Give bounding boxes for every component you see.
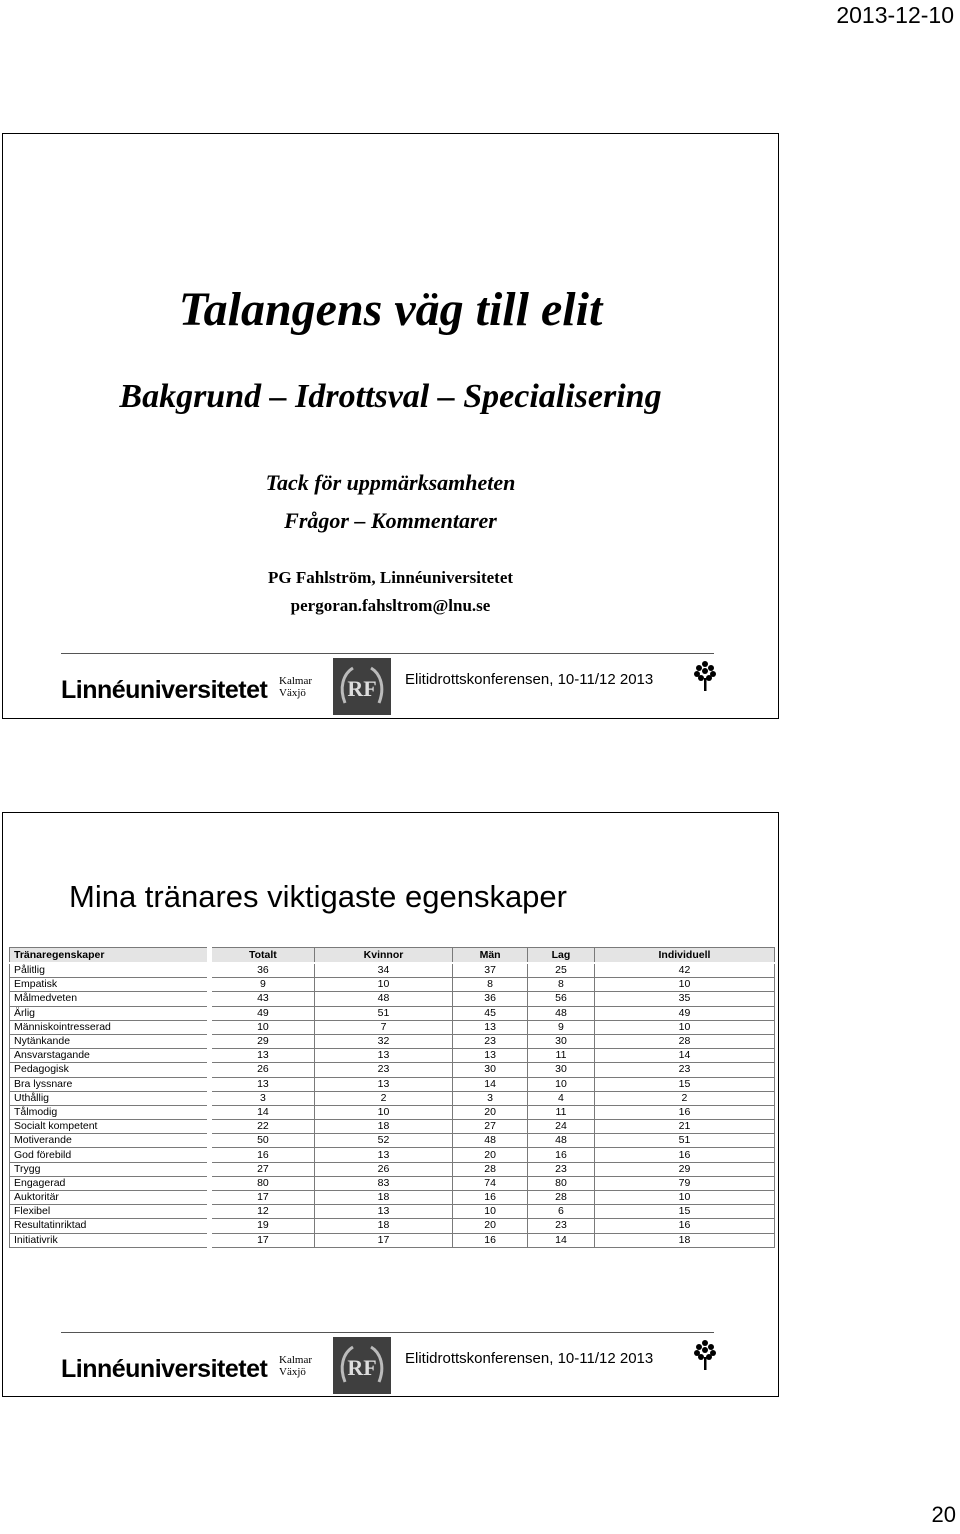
footer-divider — [61, 1332, 714, 1333]
table-row — [10, 1105, 775, 1119]
value-cell: 23 — [314, 1063, 452, 1077]
value-cell: 9 — [528, 1020, 595, 1034]
quality-name-cell: God förebild — [10, 1148, 210, 1162]
table-row — [10, 1063, 775, 1077]
page-number: 20 — [931, 1502, 956, 1527]
value-cell: 20 — [453, 1219, 528, 1233]
quality-name-cell: Trygg — [10, 1162, 210, 1176]
table-header-row — [10, 948, 775, 964]
table-row — [10, 963, 775, 978]
table-row — [10, 1148, 775, 1162]
slide-title — [2, 133, 779, 719]
author-email: pergoran.fahsltrom@lnu.se — [290, 596, 491, 615]
value-cell: 16 — [594, 1105, 774, 1119]
value-cell: 14 — [528, 1233, 595, 1247]
col-header: Lag — [528, 948, 595, 964]
svg-text:RF: RF — [347, 1355, 377, 1380]
value-cell: 11 — [528, 1105, 595, 1119]
value-cell: 50 — [210, 1134, 315, 1148]
value-cell: 17 — [210, 1191, 315, 1205]
quality-name-cell: Auktoritär — [10, 1191, 210, 1205]
value-cell: 45 — [453, 1006, 528, 1020]
value-cell: 43 — [210, 992, 315, 1006]
value-cell: 42 — [594, 963, 774, 978]
value-cell: 52 — [314, 1134, 452, 1148]
quality-name-cell: Människointresserad — [10, 1020, 210, 1034]
value-cell: 3 — [453, 1091, 528, 1105]
rf-logo-icon — [333, 658, 391, 715]
value-cell: 26 — [314, 1162, 452, 1176]
questions-line: Frågor – Kommentarer — [284, 508, 497, 533]
value-cell: 22 — [210, 1120, 315, 1134]
value-cell: 10 — [594, 1020, 774, 1034]
slide1-thanks-block — [3, 464, 778, 540]
table-row — [10, 1120, 775, 1134]
value-cell: 2 — [314, 1091, 452, 1105]
value-cell: 48 — [528, 1006, 595, 1020]
value-cell: 8 — [528, 978, 595, 992]
quality-name-cell: Ärlig — [10, 1006, 210, 1020]
value-cell: 13 — [210, 1077, 315, 1091]
table-row — [10, 1176, 775, 1190]
value-cell: 23 — [453, 1034, 528, 1048]
value-cell: 18 — [594, 1233, 774, 1247]
page-date: 2013-12-10 — [836, 2, 954, 28]
quality-name-cell: Flexibel — [10, 1205, 210, 1219]
tree-icon — [693, 660, 717, 692]
table-row — [10, 978, 775, 992]
value-cell: 18 — [314, 1219, 452, 1233]
rf-logo-icon — [333, 1337, 391, 1394]
value-cell: 18 — [314, 1120, 452, 1134]
value-cell: 20 — [453, 1148, 528, 1162]
value-cell: 28 — [453, 1162, 528, 1176]
value-cell: 10 — [453, 1205, 528, 1219]
value-cell: 49 — [210, 1006, 315, 1020]
value-cell: 2 — [594, 1091, 774, 1105]
author-name: PG Fahlström, Linnéuniversitetet — [267, 568, 514, 587]
quality-name-cell: Uthållig — [10, 1091, 210, 1105]
quality-name-cell: Motiverande — [10, 1134, 210, 1148]
value-cell: 28 — [528, 1191, 595, 1205]
value-cell: 10 — [594, 978, 774, 992]
lnu-logo-cities: Kalmar Växjö — [279, 1354, 312, 1378]
col-header: Individuell — [594, 948, 774, 964]
quality-name-cell: Engagerad — [10, 1176, 210, 1190]
value-cell: 21 — [594, 1120, 774, 1134]
col-header: Män — [453, 948, 528, 964]
value-cell: 13 — [314, 1049, 452, 1063]
value-cell: 15 — [594, 1205, 774, 1219]
value-cell: 25 — [528, 963, 595, 978]
value-cell: 27 — [453, 1120, 528, 1134]
value-cell: 26 — [210, 1063, 315, 1077]
table-row — [10, 1205, 775, 1219]
value-cell: 20 — [453, 1105, 528, 1119]
svg-text:RF: RF — [347, 676, 377, 701]
quality-name-cell: Initiativrik — [10, 1233, 210, 1247]
value-cell: 23 — [528, 1219, 595, 1233]
quality-name-cell: Bra lyssnare — [10, 1077, 210, 1091]
value-cell: 17 — [210, 1233, 315, 1247]
table-row — [10, 992, 775, 1006]
table-row — [10, 1091, 775, 1105]
table-row — [10, 1006, 775, 1020]
quality-name-cell: Tålmodig — [10, 1105, 210, 1119]
value-cell: 30 — [528, 1063, 595, 1077]
value-cell: 48 — [453, 1134, 528, 1148]
value-cell: 30 — [453, 1063, 528, 1077]
value-cell: 7 — [314, 1020, 452, 1034]
slide-footer — [3, 646, 778, 716]
value-cell: 11 — [528, 1049, 595, 1063]
table-row — [10, 1049, 775, 1063]
quality-name-cell: Nytänkande — [10, 1034, 210, 1048]
tree-icon — [693, 1339, 717, 1371]
value-cell: 13 — [314, 1205, 452, 1219]
table-row — [10, 1219, 775, 1233]
value-cell: 79 — [594, 1176, 774, 1190]
conference-label: Elitidrottskonferensen, 10-11/12 2013 — [405, 1350, 654, 1367]
value-cell: 28 — [594, 1034, 774, 1048]
col-header: Tränaregenskaper — [10, 948, 210, 964]
value-cell: 10 — [314, 1105, 452, 1119]
slide1-subtitle: Bakgrund – Idrottsval – Specialisering — [119, 378, 662, 415]
conference-label: Elitidrottskonferensen, 10-11/12 2013 — [405, 671, 654, 688]
value-cell: 37 — [453, 963, 528, 978]
value-cell: 9 — [210, 978, 315, 992]
value-cell: 56 — [528, 992, 595, 1006]
col-header: Kvinnor — [314, 948, 452, 964]
value-cell: 36 — [453, 992, 528, 1006]
value-cell: 83 — [314, 1176, 452, 1190]
value-cell: 14 — [453, 1077, 528, 1091]
value-cell: 19 — [210, 1219, 315, 1233]
value-cell: 80 — [528, 1176, 595, 1190]
value-cell: 16 — [453, 1191, 528, 1205]
value-cell: 13 — [314, 1077, 452, 1091]
value-cell: 30 — [528, 1034, 595, 1048]
value-cell: 4 — [528, 1091, 595, 1105]
slide-footer — [3, 1325, 778, 1395]
value-cell: 48 — [314, 992, 452, 1006]
value-cell: 48 — [528, 1134, 595, 1148]
value-cell: 16 — [210, 1148, 315, 1162]
quality-name-cell: Resultatinriktad — [10, 1219, 210, 1233]
value-cell: 35 — [594, 992, 774, 1006]
slide1-title: Talangens väg till elit — [178, 283, 603, 336]
value-cell: 16 — [528, 1148, 595, 1162]
value-cell: 74 — [453, 1176, 528, 1190]
value-cell: 8 — [453, 978, 528, 992]
value-cell: 14 — [210, 1105, 315, 1119]
slide2-title: Mina tränares viktigaste egenskaper — [69, 879, 567, 914]
quality-name-cell: Socialt kompetent — [10, 1120, 210, 1134]
value-cell: 36 — [210, 963, 315, 978]
value-cell: 10 — [594, 1191, 774, 1205]
value-cell: 51 — [594, 1134, 774, 1148]
table-row — [10, 1162, 775, 1176]
value-cell: 13 — [210, 1049, 315, 1063]
table-row — [10, 1191, 775, 1205]
col-header: Totalt — [210, 948, 315, 964]
lnu-logo-name: Linnéuniversitetet — [61, 1355, 268, 1383]
value-cell: 24 — [528, 1120, 595, 1134]
value-cell: 32 — [314, 1034, 452, 1048]
value-cell: 12 — [210, 1205, 315, 1219]
value-cell: 23 — [594, 1063, 774, 1077]
value-cell: 10 — [314, 978, 452, 992]
value-cell: 6 — [528, 1205, 595, 1219]
value-cell: 10 — [528, 1077, 595, 1091]
value-cell: 3 — [210, 1091, 315, 1105]
quality-name-cell: Målmedveten — [10, 992, 210, 1006]
thanks-line: Tack för uppmärksamheten — [265, 470, 516, 495]
value-cell: 15 — [594, 1077, 774, 1091]
value-cell: 18 — [314, 1191, 452, 1205]
table-row — [10, 1034, 775, 1048]
value-cell: 16 — [594, 1148, 774, 1162]
value-cell: 13 — [453, 1020, 528, 1034]
value-cell: 13 — [314, 1148, 452, 1162]
value-cell: 27 — [210, 1162, 315, 1176]
lnu-logo-name: Linnéuniversitetet — [61, 676, 268, 704]
lnu-logo-cities: Kalmar Växjö — [279, 675, 312, 699]
quality-name-cell: Pedagogisk — [10, 1063, 210, 1077]
author-block — [3, 564, 778, 620]
quality-name-cell: Ansvarstagande — [10, 1049, 210, 1063]
value-cell: 23 — [528, 1162, 595, 1176]
value-cell: 14 — [594, 1049, 774, 1063]
quality-name-cell: Empatisk — [10, 978, 210, 992]
value-cell: 49 — [594, 1006, 774, 1020]
value-cell: 17 — [314, 1233, 452, 1247]
value-cell: 34 — [314, 963, 452, 978]
value-cell: 80 — [210, 1176, 315, 1190]
table-row — [10, 1233, 775, 1247]
slide-coach-qualities — [2, 812, 779, 1397]
value-cell: 29 — [594, 1162, 774, 1176]
value-cell: 29 — [210, 1034, 315, 1048]
quality-name-cell: Pålitlig — [10, 963, 210, 978]
value-cell: 16 — [453, 1233, 528, 1247]
value-cell: 13 — [453, 1049, 528, 1063]
value-cell: 51 — [314, 1006, 452, 1020]
footer-divider — [61, 653, 714, 654]
table-row — [10, 1020, 775, 1034]
table-body — [10, 963, 775, 1247]
table-row — [10, 1077, 775, 1091]
coach-qualities-table — [9, 947, 775, 1248]
value-cell: 10 — [210, 1020, 315, 1034]
value-cell: 16 — [594, 1219, 774, 1233]
table-row — [10, 1134, 775, 1148]
